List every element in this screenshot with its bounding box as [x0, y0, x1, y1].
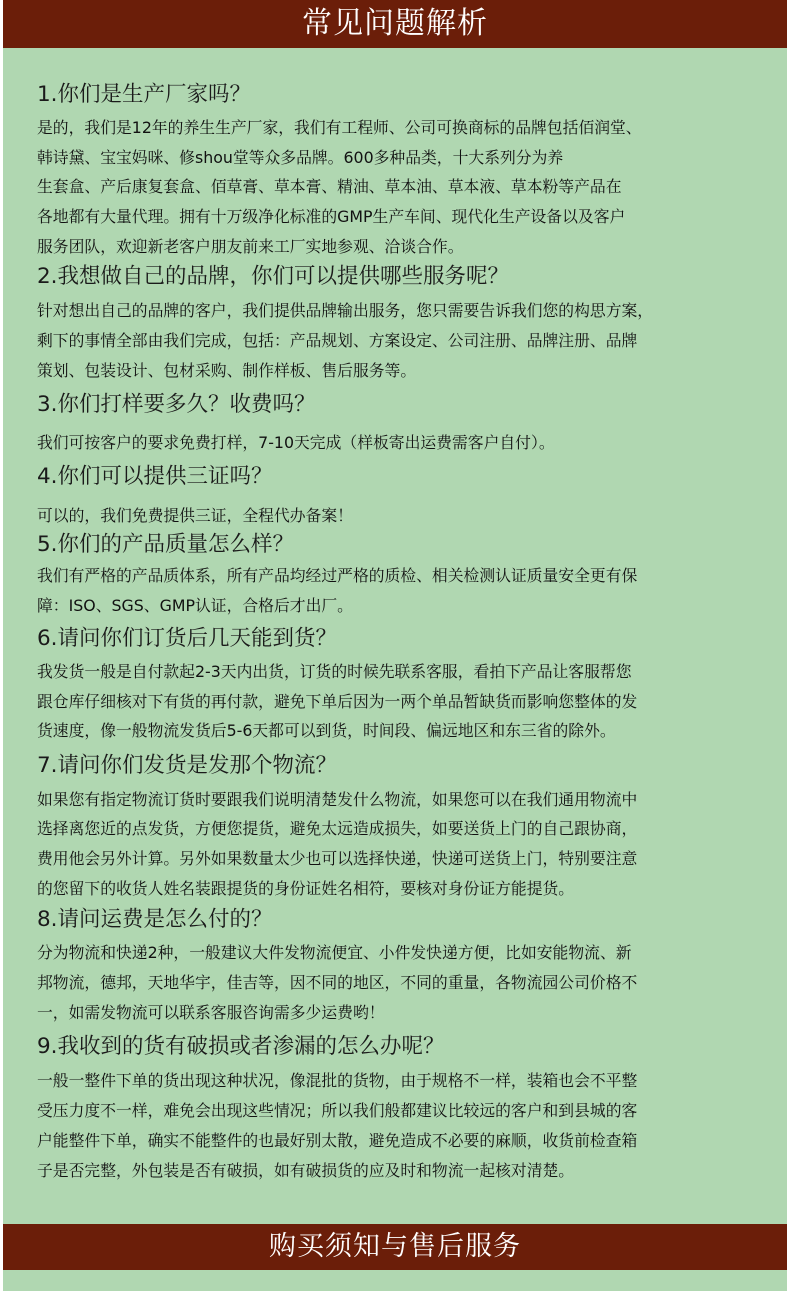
- faq-question-2: 2.我想做自己的品牌，你们可以提供哪些服务呢？: [37, 264, 510, 289]
- faq-answer-7-line-3: 费用他会另外计算。另外如果数量太少也可以选择快递，快递可送货上门，特别要注意: [37, 849, 638, 868]
- faq-answer-5-line-1: 我们有严格的产品质体系，所有产品均经过严格的质检、相关检测认证质量安全更有保: [37, 566, 638, 585]
- faq-answer-6-line-1: 我发货一般是自付款起2-3天内出货，订货的时候先联系客服，看拍下产品让客服帮您: [37, 662, 632, 681]
- faq-answer-8-line-2: 邦物流，德邦，天地华宇，佳吉等，因不同的地区，不同的重量，各物流园公司价格不: [37, 973, 638, 992]
- faq-question-9: 9.我收到的货有破损或者渗漏的怎么办呢？: [37, 1034, 445, 1059]
- faq-answer-5-line-2: 障：ISO、SGS、GMP认证，合格后才出厂。: [37, 596, 353, 615]
- faq-header-banner: [3, 0, 787, 48]
- faq-answer-8-line-3: 一，如需发物流可以联系客服咨询需多少运费哟！: [37, 1003, 385, 1022]
- faq-header-title: 常见问题解析: [302, 6, 488, 41]
- faq-answer-2-line-2: 剩下的事情全部由我们完成，包括：产品规划、方案设定、公司注册、品牌注册、品牌: [37, 331, 638, 350]
- faq-answer-8-line-1: 分为物流和快递2种，一般建议大件发物流便宜、小件发快递方便，比如安能物流、新: [37, 943, 632, 962]
- faq-question-1: 1.你们是生产厂家吗？: [37, 82, 252, 107]
- faq-answer-7-line-4: 的您留下的收货人姓名装跟提货的身份证姓名相符，要核对身份证方能提货。: [37, 879, 575, 898]
- faq-answer-2-line-3: 策划、包装设计、包材采购、制作样板、售后服务等。: [37, 361, 417, 380]
- faq-question-6: 6.请问你们订货后几天能到货？: [37, 626, 338, 651]
- faq-answer-6-line-3: 货速度，像一般物流发货后5-6天都可以到货，时间段、偏远地区和东三省的除外。: [37, 721, 616, 740]
- faq-question-3: 3.你们打样要多久？收费吗？: [37, 392, 316, 417]
- faq-answer-7-line-1: 如果您有指定物流订货时要跟我们说明清楚发什么物流，如果您可以在我们通用物流中: [37, 790, 638, 809]
- faq-question-7: 7.请问你们发货是发那个物流？: [37, 753, 338, 778]
- faq-answer-1-line-1: 是的，我们是12年的养生生产厂家，我们有工程师、公司可换商标的品牌包括佰润堂、: [37, 118, 642, 137]
- faq-answer-1-line-4: 各地都有大量代理。拥有十万级净化标准的GMP生产车间、现代化生产设备以及客户: [37, 207, 626, 226]
- faq-answer-9-line-1: 一般一整件下单的货出现这种状况，像混批的货物，由于规格不一样，装箱也会不平整: [37, 1071, 638, 1090]
- faq-answer-7-line-2: 选择离您近的点发货，方便您提货，避免太远造成损失，如要送货上门的自己跟协商，: [37, 819, 638, 838]
- faq-answer-9-line-4: 子是否完整，外包装是否有破损，如有破损货的应及时和物流一起核对清楚。: [37, 1161, 575, 1180]
- faq-page: [3, 0, 787, 1291]
- faq-question-8: 8.请问运费是怎么付的？: [37, 907, 273, 932]
- faq-answer-3-line-1: 我们可按客户的要求免费打样，7-10天完成（样板寄出运费需客户自付）。: [37, 433, 555, 452]
- faq-answer-2-line-1: 针对想出自己的品牌的客户，我们提供品牌输出服务，您只需要告诉我们您的构思方案，: [37, 301, 654, 320]
- faq-answer-1-line-3: 生套盒、产后康复套盒、佰草膏、草本膏、精油、草本油、草本液、草本粉等产品在: [37, 177, 622, 196]
- bottom-strip: [3, 1270, 787, 1291]
- footer-title: 购买须知与售后服务: [269, 1231, 521, 1262]
- faq-answer-9-line-2: 受压力度不一样，难免会出现这些情况；所以我们般都建议比较远的客户和到县城的客: [37, 1101, 638, 1120]
- faq-question-4: 4.你们可以提供三证吗？: [37, 464, 273, 489]
- faq-content: [3, 48, 787, 1224]
- footer-banner: [3, 1224, 787, 1270]
- faq-answer-1-line-2: 韩诗黛、宝宝妈咪、修shou堂等众多品牌。600多种品类，十大系列分为养: [37, 148, 564, 167]
- faq-answer-1-line-5: 服务团队，欢迎新老客户朋友前来工厂实地参观、洽谈合作。: [37, 237, 464, 256]
- faq-answer-6-line-2: 跟仓库仔细核对下有货的再付款，避免下单后因为一两个单品暂缺货而影响您整体的发: [37, 692, 638, 711]
- faq-answer-9-line-3: 户能整件下单，确实不能整件的也最好别太散，避免造成不必要的麻顺，收货前检查箱: [37, 1131, 638, 1150]
- faq-answer-4-line-1: 可以的，我们免费提供三证，全程代办备案！: [37, 506, 353, 525]
- faq-question-5: 5.你们的产品质量怎么样？: [37, 532, 295, 557]
